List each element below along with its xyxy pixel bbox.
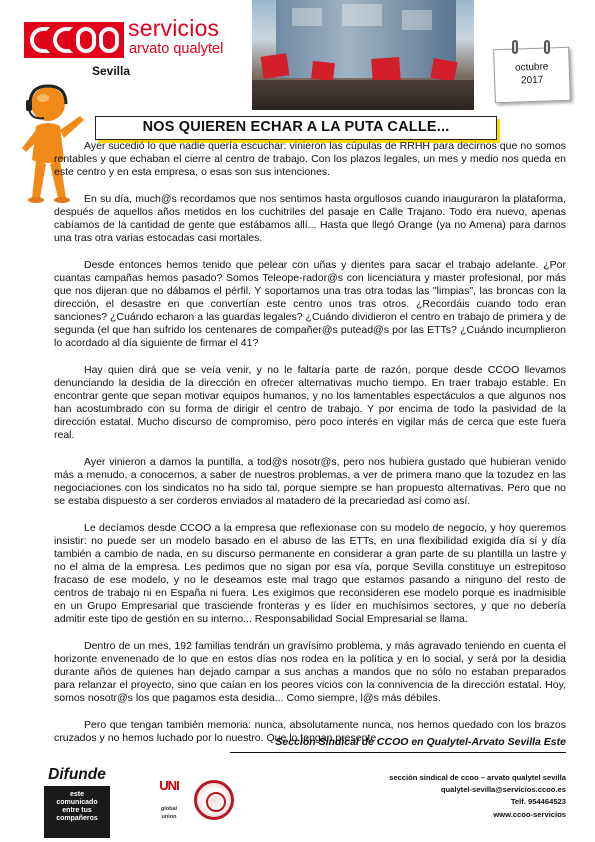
union-seal-icon — [194, 780, 234, 820]
contact-website[interactable]: www.ccoo-servicios — [493, 809, 566, 819]
difunde-line: comunicado — [56, 799, 98, 806]
headline: NOS QUIEREN ECHAR A LA PUTA CALLE... — [95, 116, 497, 140]
ccoo-logo-mark — [24, 22, 124, 58]
ccoo-logo — [24, 22, 124, 58]
uni-logo-sub: global — [160, 806, 178, 812]
difunde-message — [44, 786, 110, 838]
difunde-line: compañeros — [56, 815, 98, 822]
article-body — [54, 140, 566, 759]
difunde-line: este — [69, 791, 84, 798]
logo-letter-c — [30, 27, 50, 53]
paragraph: Dentro de un mes, 192 familias tendrán un gravísimo problema, y más agravado teniendo en cuenta el horizonte envenenado de lo que en estos días nos rodea en la política y en lo social, y será por la desidia durante años de quienes han dejado campar a sus anchas a mandos que no sólo no estaban preparados para relanzar el proyecto, sino que caían en los peores vicios con la connivencia de la dirección estatal. Hoy, somos nosotr@s los que pagamos esta desidia... Como siempre, l@s más débiles. — [54, 640, 566, 704]
photo-window — [402, 10, 432, 30]
contact-phone: Telf. 954464523 — [510, 797, 566, 807]
uni-global-union-logo — [156, 778, 182, 838]
difunde-line: entre tus — [62, 807, 92, 814]
paragraph: Hay quien dirá que se veía venir, y no le faltaría parte de razón, porque desde CCOO llevamos denunciando la desidia de la dirección en ofrecer alternativas mucho tiempo. En traer trabajo estable. En encontrar gente que sepan motivar equipos humanos, y no los lamentables espectáculos a que algunos nos han acostumbrado con su forma de dirigir el centro de trabajo. Y por encima de todo la pasividad de la dirección estatal. Mucho discurso de compromiso, pero poco interés en vigilar más de cerca que este fuera real. — [54, 364, 566, 441]
brand-name: servicios — [128, 15, 220, 41]
photo-flag — [311, 61, 335, 81]
paragraph: Le decíamos desde CCOO a la empresa que reflexionase con su modelo de negocio, y hoy queremos insistir: no puede ser un modelo basado en el abuso de las ETTs, en una flexibilidad exigida día sí y día también a cambio de nada, en su discurso permanente en considerar a gran parte de su plantilla un lastre y no el alma de la empresa. Les pedimos que no sigan por esa vía, porque Sevilla constituye un estrepitoso fracaso de ese modelo, y no le deseamos este mal trago que estamos pasando a ninguno del resto de centros de trabajo ni en España ni fuera. Les exigimos que reconsideren ese modelo porque es inadmisible en un Grupo Empresarial que trasciende fronteras y es líder en muchísimos sectores, y que no debería admitir este tipo de gestión en su interno... Responsabilidad Social Empresarial se llama. — [54, 522, 566, 625]
difunde-badge — [30, 766, 124, 840]
difunde-title: Difunde — [48, 766, 106, 783]
logo-letter-o — [99, 27, 119, 53]
contact-block — [352, 772, 566, 821]
header-protest-photo — [252, 0, 474, 110]
photo-flag — [430, 58, 457, 82]
logo-letter-c — [53, 27, 73, 53]
photo-flag — [261, 53, 290, 78]
calendar-year: 2017 — [520, 74, 544, 87]
calendar-date — [486, 30, 578, 108]
paragraph: En su día, much@s recordamos que nos sentimos hasta orgullosos cuando inauguraron la plataforma, después de aquellos años metidos en los cuchitriles del pasaje en Calle Trajano. Todo era nuevo, apenas cabíamos de la cantidad de gente que estábamos allí... Hasta que llegó Orange (ya no Amena) para darnos una tras otra varias estocadas casi mortales. — [54, 193, 566, 244]
calendar-month: octubre — [514, 61, 549, 74]
calendar-ring-icon — [544, 40, 550, 54]
contact-section-name: sección sindical de ccoo – arvato qualytel sevilla — [389, 773, 566, 782]
uni-logo-sub: union — [161, 814, 177, 820]
paragraph: Ayer sucedió lo que nadie quería escuchar: vinieron las cúpulas de RRHH para decirnos que no somos rentables y que echaban el cierre al centro de trabajo. Con los plazos legales, un mes y medio nos queda en este centro y en esta empresa, o esas son sus intenciones. — [54, 140, 566, 178]
photo-crowd — [252, 80, 474, 110]
uni-logo-text: UNI — [159, 778, 179, 793]
calendar-page — [493, 47, 571, 104]
photo-window — [342, 4, 382, 26]
paragraph: Pero que tengan también memoria: nunca, absolutamente nunca, nos hemos quedado con los brazos cruzados y no hemos luchado por lo nuestro. Que lo tengan presente. — [54, 719, 566, 744]
signature-divider — [230, 752, 566, 753]
paragraph: Desde entonces hemos tenido que pelear con uñas y dientes para sacar el trabajo adelante. ¿Por cuantas campañas hemos pasado? Somos Teleope-rador@s con licenciatura y master profesional, por más que nos dijeran que no dábamos el pérfil. Y soportamos una tras otra todas las "limpias", las broncas con la dirección, el desastre en que convertían este centro unos tras otros. ¿Recordáis cuando todo eran sanciones? ¿Cuándo echaron a las guardas legales? ¿Cuándo dividieron el centro en trabajo de primera y de segunda (el que han sufrido los centenares de compañer@s putead@s por las ETTs? ¿Cuándo incumplieron lo acordado al día siguiente de firmar el 41? — [54, 259, 566, 349]
city-label: Sevilla — [92, 64, 131, 78]
contact-email[interactable]: qualytel-sevilla@servicios.ccoo.es — [440, 785, 566, 795]
brand-subtitle: arvato qualytel — [129, 41, 224, 57]
logo-letter-o — [76, 27, 96, 53]
paragraph: Ayer vinieron a darnos la puntilla, a tod@s nosotr@s, pero nos hubiera gustado que hubieran venido más a menudo, a conocernos, a saber de nuestros problemas, a ver de primera mano que la tozudez en las negociaciones con los sindicatos no ha sido tal, porque siempre se han propuesto alternativas. Pero que no se estaba dispuesto a ser corderos enviados al matadero de la precariedad así como así. — [54, 456, 566, 507]
calendar-ring-icon — [512, 40, 518, 54]
signature: Sección Sindical de CCOO en Qualytel-Arvato Sevilla Este — [275, 736, 566, 748]
photo-window — [292, 8, 322, 26]
